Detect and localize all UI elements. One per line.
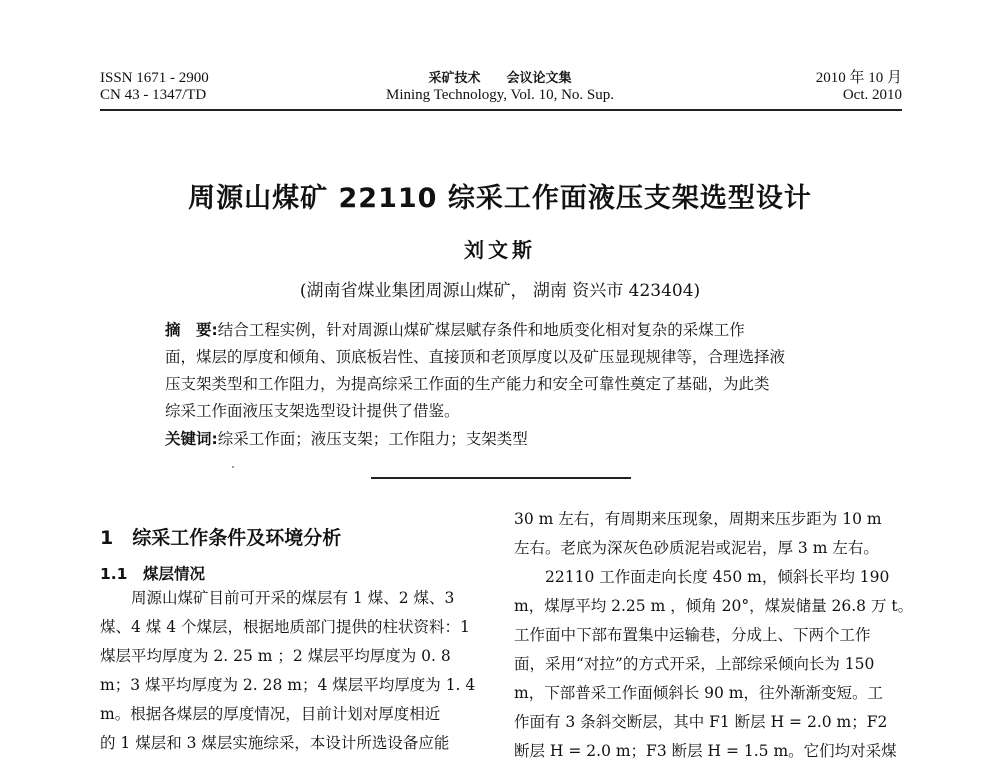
keywords [165,427,528,449]
subsection-heading: 1.1 煤层情况 [100,565,205,583]
header-divider [100,109,902,111]
journal-name-en: Mining Technology, Vol. 10, No. Sup. [386,87,614,103]
body-line: m；3 煤平均厚度为 2. 28 m；4 煤层平均厚度为 1. 4 [100,676,476,694]
body-line: m，下部普采工作面倾斜长 90 m，往外渐渐变短。工 [514,684,883,702]
abstract-line: 压支架类型和工作阻力，为提高综采工作面的生产能力和安全可靠性奠定了基础，为此类 [165,375,770,393]
stray-mark [232,466,234,468]
body-line: 的 1 煤层和 3 煤层实施综采，本设计所选设备应能 [100,734,450,752]
abstract-line [165,317,847,344]
left-column-text [100,584,480,758]
abstract-line: 综采工作面液压支架选型设计提供了借鉴。 [165,402,460,420]
body-line: 周源山煤矿目前可开采的煤层有 1 煤、2 煤、3 [131,589,455,607]
body-line: 面，采用“对拉”的方式开采，上部综采倾向长为 150 [514,655,875,673]
body-line: 煤层平均厚度为 2. 25 m ；2 煤层平均厚度为 0. 8 [100,647,451,665]
keywords-text: 综采工作面；液压支架；工作阻力；支架类型 [217,430,528,448]
body-line: 煤、4 煤 4 个煤层，根据地质部门提供的柱状资料：1 [100,618,470,636]
keywords-label: 关键词: [165,430,218,448]
author-affiliation: (湖南省煤业集团周源山煤矿， 湖南 资兴市 423404) [299,281,701,301]
section-heading: 1 综采工作条件及环境分析 [100,527,342,549]
journal-name-cn: 采矿技术 会议论文集 [428,71,572,86]
author-name: 刘文斯 [464,238,536,262]
body-line: 左右。老底为深灰色砂质泥岩或泥岩，厚 3 m 左右。 [514,539,879,557]
body-line: 22110 工作面走向长度 450 m，倾斜长平均 190 [545,568,890,586]
journal-date-block [816,70,902,104]
body-line: m。根据各煤层的厚度情况，目前计划对厚度相近 [100,705,441,723]
abstract-divider [371,477,631,479]
body-line: 工作面中下部布置集中运输巷，分成上、下两个工作 [514,626,871,644]
body-line: m，煤厚平均 2.25 m ，倾角 20°，煤炭储量 26.8 万 t。 [514,597,914,615]
issn-text: ISSN 1671 - 2900 [100,70,209,86]
body-line: 30 m 左右，有周期来压现象，周期来压步距为 10 m [514,510,882,528]
body-line: 作面有 3 条斜交断层，其中 F1 断层 H = 2.0 m；F2 [514,713,888,731]
paper-title: 周源山煤矿 22110 综采工作面液压支架选型设计 [188,183,812,214]
body-line: 断层 H = 2.0 m；F3 断层 H = 1.5 m。它们均对采煤 [514,742,897,760]
abstract-line: 面，煤层的厚度和倾角、顶底板岩性、直接顶和老顶厚度以及矿压显现规律等，合理选择液 [165,348,786,366]
date-en: Oct. 2010 [842,87,902,103]
cn-text: CN 43 - 1347/TD [100,87,207,103]
abstract-label: 摘 要: [165,321,218,339]
right-column-text [514,505,914,766]
date-cn: 2010 年 10 月 [815,70,902,86]
abstract [165,317,847,425]
abstract-text: 结合工程实例，针对周源山煤矿煤层赋存条件和地质变化相对复杂的采煤工作 [217,321,745,339]
